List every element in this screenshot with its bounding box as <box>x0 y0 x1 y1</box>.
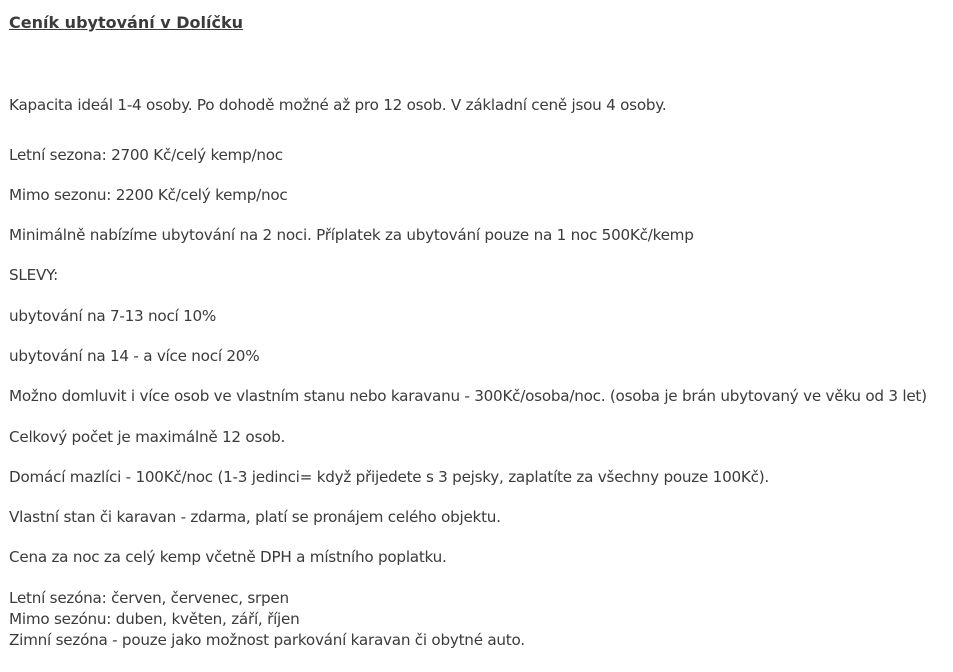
summer-price-text: Letní sezona: 2700 Kč/celý kemp/noc <box>9 146 283 164</box>
page-title: Ceník ubytování v Dolíčku <box>9 13 244 32</box>
pets-text: Domácí mazlíci - 100Kč/noc (1-3 jedinci= když přijedete s 3 pejsky, zaplatíte za všechny pouze 100Kč). <box>9 468 769 486</box>
discounts-heading: SLEVY: <box>9 266 58 284</box>
winter-season-note: Zimní sezóna - pouze jako možnost parkování karavan či obytné auto. <box>9 631 525 649</box>
summer-season-months: Letní sezóna: červen, červenec, srpen <box>9 589 289 607</box>
off-season-price-text: Mimo sezonu: 2200 Kč/celý kemp/noc <box>9 186 288 204</box>
discount-14-text: ubytování na 14 - a více nocí 20% <box>9 347 260 365</box>
off-season-months: Mimo sezónu: duben, květen, září, říjen <box>9 610 300 628</box>
discount-7-13-text: ubytování na 7-13 nocí 10% <box>9 307 217 325</box>
extra-persons-text: Možno domluvit i více osob ve vlastním stanu nebo karavanu - 300Kč/osoba/noc. (osoba je brán ubytovaný ve věku od 3 let) <box>9 387 927 405</box>
own-tent-text: Vlastní stan či karavan - zdarma, platí se pronájem celého objektu. <box>9 508 501 526</box>
minimum-stay-text: Minimálně nabízíme ubytování na 2 noci. Příplatek za ubytování pouze na 1 noc 500Kč/kemp <box>9 226 694 244</box>
price-note-text: Cena za noc za celý kemp včetně DPH a místního poplatku. <box>9 548 447 566</box>
max-persons-text: Celkový počet je maximálně 12 osob. <box>9 428 286 446</box>
capacity-text: Kapacita ideál 1-4 osoby. Po dohodě možné až pro 12 osob. V základní ceně jsou 4 osoby. <box>9 96 667 114</box>
